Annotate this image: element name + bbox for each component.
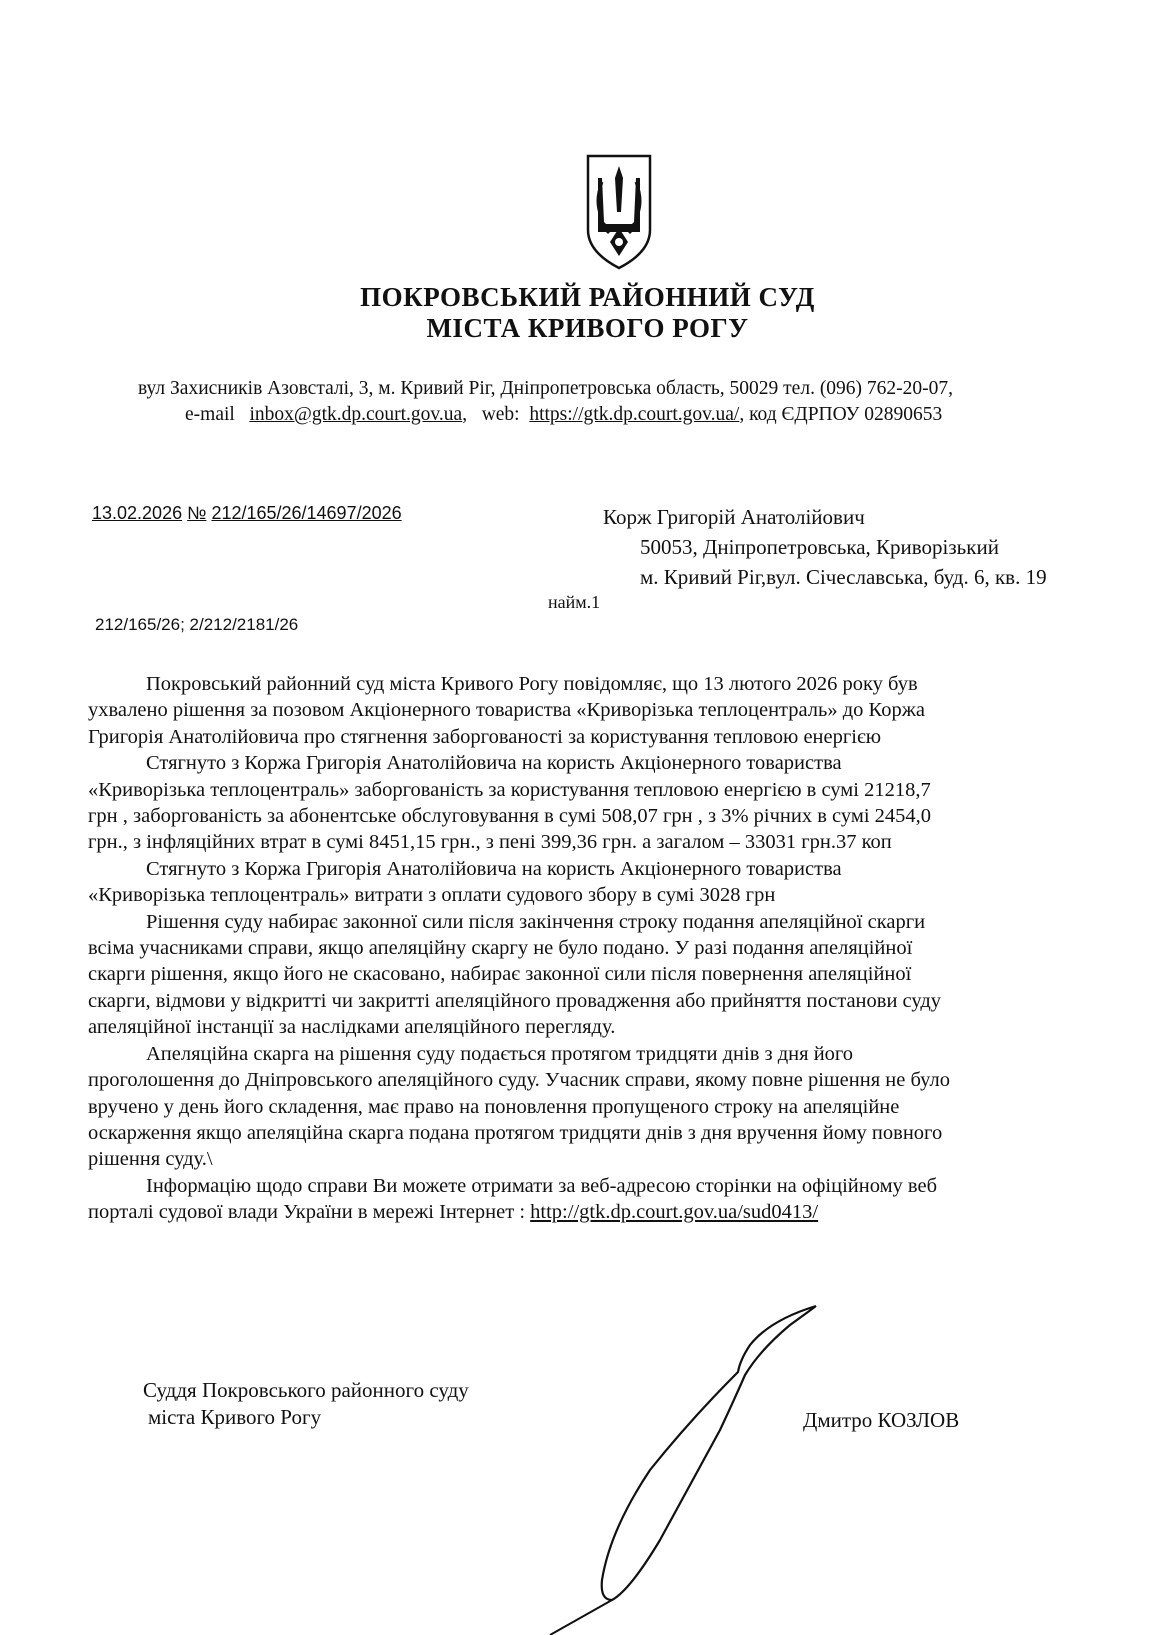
court-name-line2: МІСТА КРИВОГО РОГУ xyxy=(426,313,749,343)
body-line: вручено у день його складення, має право на поновлення пропущеного строку на апеляційне xyxy=(88,1095,900,1118)
email-link[interactable]: inbox@gtk.dp.court.gov.ua xyxy=(249,404,463,425)
court-name-line1: ПОКРОВСЬКИЙ РАЙОННИЙ СУД xyxy=(360,282,815,312)
body-line: оскарження якщо апеляційна скарга подана протягом тридцяти днів з дня вручення йому повного xyxy=(88,1121,943,1144)
paragraph-info-portal xyxy=(88,1173,1100,1226)
body-line xyxy=(88,1199,1100,1225)
web-link[interactable]: https://gtk.dp.court.gov.ua/ xyxy=(529,404,740,425)
body-line: грн , заборгованість за абонентське обслуговування в сумі 508,07 грн , з 3% річних в сумі 2454,0 xyxy=(88,805,932,828)
body-line: Григорія Анатолійовича про стягнення заборгованості за користування тепловою енергією xyxy=(88,725,882,748)
paragraph-debt-recovery xyxy=(88,750,1100,856)
edrpou-code: , код ЄДРПОУ 02890653 xyxy=(739,404,943,425)
recipient-note: найм.1 xyxy=(548,592,601,612)
body-line: Інформацію щодо справи Ви можете отримати за веб-адресою сторінки на офіційному веб xyxy=(146,1174,938,1197)
paragraph-appeal xyxy=(88,1041,1100,1173)
portal-text: порталі судової влади України в мережі Інтернет : xyxy=(88,1201,531,1224)
paragraph-court-fee xyxy=(88,856,1100,909)
number-label: № xyxy=(187,503,207,523)
body-line: Рішення суду набирає законної сили після закінчення строку подання апеляційної скарги xyxy=(146,910,926,933)
court-address: вул Захисників Азовсталі, 3, м. Кривий Ріг, Дніпропетровська область, 50029 тел. (096) 762-20-07, xyxy=(138,378,954,399)
paragraph-decision-notice xyxy=(88,671,1100,750)
body-line: Апеляційна скарга на рішення суду подається протягом тридцяти днів з дня його xyxy=(146,1042,854,1065)
case-info-link[interactable]: http://gtk.dp.court.gov.ua/sud0413/ xyxy=(530,1201,819,1224)
body-line: Стягнуто з Коржа Григорія Анатолійовича на користь Акціонерного товариства xyxy=(146,752,842,775)
judge-position-line1: Суддя Покровського районного суду xyxy=(143,1378,469,1402)
recipient-address-line2: м. Кривий Ріг,вул. Січеславська, буд. 6, кв. 19 xyxy=(640,565,1047,589)
document-number: 212/165/26/14697/2026 xyxy=(211,503,402,523)
body-line: Стягнуто з Коржа Григорія Анатолійовича на користь Акціонерного товариства xyxy=(146,857,842,880)
body-line: скарги рішення, якщо його не скасовано, набирає законної сили після повернення апеляційної xyxy=(88,963,912,986)
body-line: скарги, відмови у відкритті чи закритті апеляційного провадження або прийняття постанови суду xyxy=(88,989,942,1012)
body-line: проголошення до Дніпровського апеляційного суду. Учасник справи, якому повне рішення не було xyxy=(88,1069,950,1092)
body-line: апеляційної інстанції за наслідками апеляційного перегляду. xyxy=(88,1016,616,1039)
outgoing-reference xyxy=(92,503,402,524)
judge-name: Дмитро КОЗЛОВ xyxy=(803,1408,960,1432)
recipient-name: Корж Григорій Анатолійович xyxy=(603,505,865,529)
judge-position-line2: міста Кривого Рогу xyxy=(148,1405,322,1429)
body-line: рішення суду.\ xyxy=(88,1148,213,1171)
case-numbers: 212/165/26; 2/212/2181/26 xyxy=(95,615,299,634)
body-line: Покровський районний суд міста Кривого Рогу повідомляє, що 13 лютого 2026 року був xyxy=(146,673,918,695)
body-line: «Криворізька теплоцентраль» витрати з оплати судового збору в сумі 3028 грн xyxy=(88,884,776,907)
body-line: грн., з інфляційних втрат в сумі 8451,15 грн., з пені 399,36 грн. а загалом – 33031 грн.37 коп xyxy=(88,831,892,854)
paragraph-legal-force xyxy=(88,909,1100,1041)
handwritten-signature-icon xyxy=(540,1300,840,1635)
web-label: web: xyxy=(481,404,520,425)
email-label: e-mail xyxy=(185,404,235,425)
body-line: «Криворізька теплоцентраль» заборгованість за користування тепловою енергією в сумі 21218,7 xyxy=(88,778,931,801)
court-contacts-line: e-mail inbox@gtk.dp.court.gov.ua, web: https://gtk.dp.court.gov.ua/, код ЄДРПОУ 02890653 xyxy=(185,404,943,425)
trident-coat-of-arms-icon xyxy=(584,152,654,272)
recipient-address-line1: 50053, Дніпропетровська, Криворізький xyxy=(640,535,999,559)
document-date: 13.02.2026 xyxy=(92,503,183,523)
body-line: ухвалено рішення за позовом Акціонерного товариства «Криворізька теплоцентраль» до Коржа xyxy=(88,699,925,722)
letter-body xyxy=(88,671,1100,1271)
body-line: всіма учасниками справи, якщо апеляційну скаргу не було подано. У разі подання апеляційної xyxy=(88,937,913,960)
